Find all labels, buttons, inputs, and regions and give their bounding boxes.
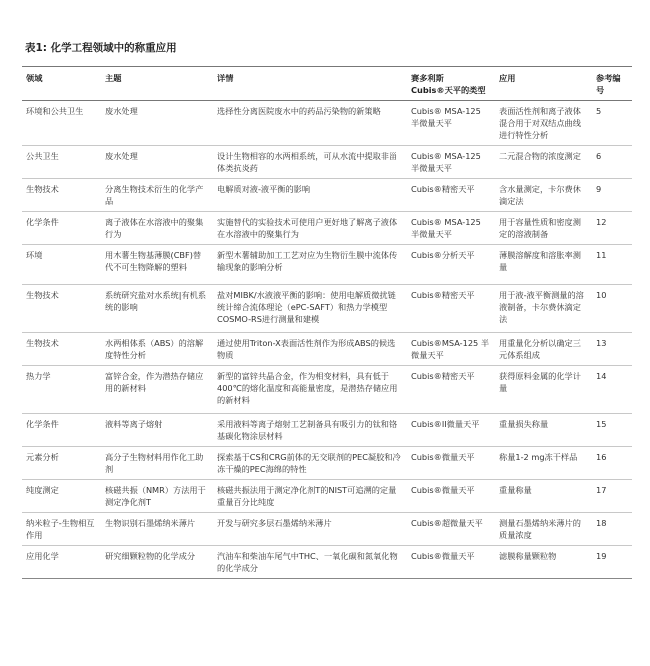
header-reference: 参考编号 (592, 67, 632, 101)
table-title: 表1: 化学工程领域中的称重应用 (25, 42, 177, 54)
cell-topic: 富锌合金，作为潜热存储应用的新材料 (101, 366, 213, 414)
table-row (22, 333, 632, 366)
header-balance-type: 赛多利斯 Cubis®天平的类型 (407, 67, 495, 101)
cell-balance-type: Cubis®II微量天平 (407, 414, 495, 447)
cell-details: 实施替代的实验技术可使用户更好地了解离子液体在水溶液中的聚集行为 (213, 212, 407, 245)
table-row (22, 366, 632, 414)
cell-details: 采用液料等离子熔射工艺制备具有吸引力的钛和铬基碳化物涂层材料 (213, 414, 407, 447)
cell-topic: 液料等离子熔射 (101, 414, 213, 447)
cell-application: 二元混合物的浓度测定 (495, 146, 592, 179)
cell-application: 滤膜称量颗粒物 (495, 546, 592, 579)
cell-balance-type: Cubis®精密天平 (407, 285, 495, 333)
table-row (22, 546, 632, 579)
cell-topic: 高分子生物材料用作化工助剂 (101, 447, 213, 480)
cell-details: 开发与研究多层石墨烯纳米薄片 (213, 513, 407, 546)
cell-reference: 19 (592, 546, 632, 579)
cell-reference: 10 (592, 285, 632, 333)
cell-reference: 5 (592, 101, 632, 146)
cell-field: 公共卫生 (22, 146, 101, 179)
cell-reference: 12 (592, 212, 632, 245)
cell-reference: 18 (592, 513, 632, 546)
cell-application: 重量损失称量 (495, 414, 592, 447)
cell-balance-type: Cubis®微量天平 (407, 480, 495, 513)
cell-topic: 废水处理 (101, 101, 213, 146)
header-field: 领域 (22, 67, 101, 101)
cell-application: 用重量化分析以确定三元体系组成 (495, 333, 592, 366)
cell-topic: 分离生物技术衍生的化学产品 (101, 179, 213, 212)
cell-topic: 研究细颗粒物的化学成分 (101, 546, 213, 579)
table-row (22, 146, 632, 179)
cell-field: 环境 (22, 245, 101, 285)
cell-balance-type: Cubis® MSA-125 半微量天平 (407, 146, 495, 179)
cell-field: 环境和公共卫生 (22, 101, 101, 146)
cell-balance-type: Cubis®精密天平 (407, 366, 495, 414)
cell-details: 汽油车和柴油车尾气中THC、一氧化碳和氮氧化物的化学成分 (213, 546, 407, 579)
header-topic: 主题 (101, 67, 213, 101)
cell-field: 纳米粒子-生物相互作用 (22, 513, 101, 546)
cell-field: 纯度测定 (22, 480, 101, 513)
cell-reference: 13 (592, 333, 632, 366)
cell-details: 新型的富锌共晶合金，作为相变材料，具有低于400℃的熔化温度和高能量密度，是潜热存储应用的新材料 (213, 366, 407, 414)
cell-application: 测量石墨烯纳米薄片的质量浓度 (495, 513, 592, 546)
table-row (22, 285, 632, 333)
cell-reference: 6 (592, 146, 632, 179)
cell-details: 选择性分离医院废水中的药品污染物的新策略 (213, 101, 407, 146)
cell-application: 用于液-液平衡测量的溶液制备，卡尔费休滴定法 (495, 285, 592, 333)
table-row (22, 101, 632, 146)
cell-details: 新型木薯辅助加工工艺对应为生物衍生膜中流体传输现象的影响分析 (213, 245, 407, 285)
cell-application: 薄膜溶解度和溶胀率测量 (495, 245, 592, 285)
cell-details: 通过使用Triton-X表面活性剂作为形成ABS的候选物质 (213, 333, 407, 366)
cell-reference: 9 (592, 179, 632, 212)
cell-application: 重量称量 (495, 480, 592, 513)
header-application: 应用 (495, 67, 592, 101)
applications-table (22, 66, 632, 579)
cell-topic: 用木薯生物基薄膜(CBF)替代不可生物降解的塑料 (101, 245, 213, 285)
table-row (22, 179, 632, 212)
cell-balance-type: Cubis® MSA-125 半微量天平 (407, 101, 495, 146)
cell-reference: 15 (592, 414, 632, 447)
table-header-row (22, 67, 632, 101)
table-row (22, 513, 632, 546)
cell-details: 核磁共振法用于测定净化剂T的NIST可追溯的定量重量百分比纯度 (213, 480, 407, 513)
table-row (22, 414, 632, 447)
cell-balance-type: Cubis®精密天平 (407, 179, 495, 212)
table-row (22, 447, 632, 480)
cell-field: 化学条件 (22, 414, 101, 447)
cell-application: 表面活性剂和离子液体混合用于对双结点曲线进行特性分析 (495, 101, 592, 146)
cell-field: 生物技术 (22, 285, 101, 333)
cell-topic: 生物识别石墨烯纳米薄片 (101, 513, 213, 546)
cell-field: 元素分析 (22, 447, 101, 480)
cell-balance-type: Cubis®超微量天平 (407, 513, 495, 546)
cell-balance-type: Cubis®微量天平 (407, 546, 495, 579)
cell-details: 盐对MIBK/水液液平衡的影响：使用电解质微扰链统计缔合流体理论（ePC-SAFT）和热力学模型COSMO-RS进行测量和建模 (213, 285, 407, 333)
cell-application: 用于容量性质和密度测定的溶液制备 (495, 212, 592, 245)
cell-topic: 离子液体在水溶液中的聚集行为 (101, 212, 213, 245)
cell-field: 化学条件 (22, 212, 101, 245)
cell-reference: 14 (592, 366, 632, 414)
cell-field: 生物技术 (22, 333, 101, 366)
header-details: 详情 (213, 67, 407, 101)
cell-topic: 系统研究盐对水系统|有机系统的影响 (101, 285, 213, 333)
cell-reference: 16 (592, 447, 632, 480)
cell-reference: 17 (592, 480, 632, 513)
cell-topic: 水两相体系（ABS）的溶解度特性分析 (101, 333, 213, 366)
cell-balance-type: Cubis® MSA-125 半微量天平 (407, 212, 495, 245)
cell-field: 热力学 (22, 366, 101, 414)
cell-field: 生物技术 (22, 179, 101, 212)
cell-topic: 核磁共振（NMR）方法用于测定净化剂T (101, 480, 213, 513)
table-row (22, 480, 632, 513)
cell-balance-type: Cubis®MSA-125 半微量天平 (407, 333, 495, 366)
cell-details: 电解质对液-液平衡的影响 (213, 179, 407, 212)
cell-balance-type: Cubis®分析天平 (407, 245, 495, 285)
cell-application: 称量1-2 mg冻干样品 (495, 447, 592, 480)
cell-topic: 废水处理 (101, 146, 213, 179)
cell-details: 探索基于CS和CRG前体的无交联剂的PEC凝胶和冷冻干燥的PEC海绵的特性 (213, 447, 407, 480)
table-row (22, 245, 632, 285)
cell-reference: 11 (592, 245, 632, 285)
cell-application: 含水量测定，卡尔费休滴定法 (495, 179, 592, 212)
cell-application: 获得原料金属的化学计量 (495, 366, 592, 414)
table-row (22, 212, 632, 245)
cell-balance-type: Cubis®微量天平 (407, 447, 495, 480)
cell-details: 设计生物相容的水两相系统，可从水流中提取非甾体类抗炎药 (213, 146, 407, 179)
cell-field: 应用化学 (22, 546, 101, 579)
